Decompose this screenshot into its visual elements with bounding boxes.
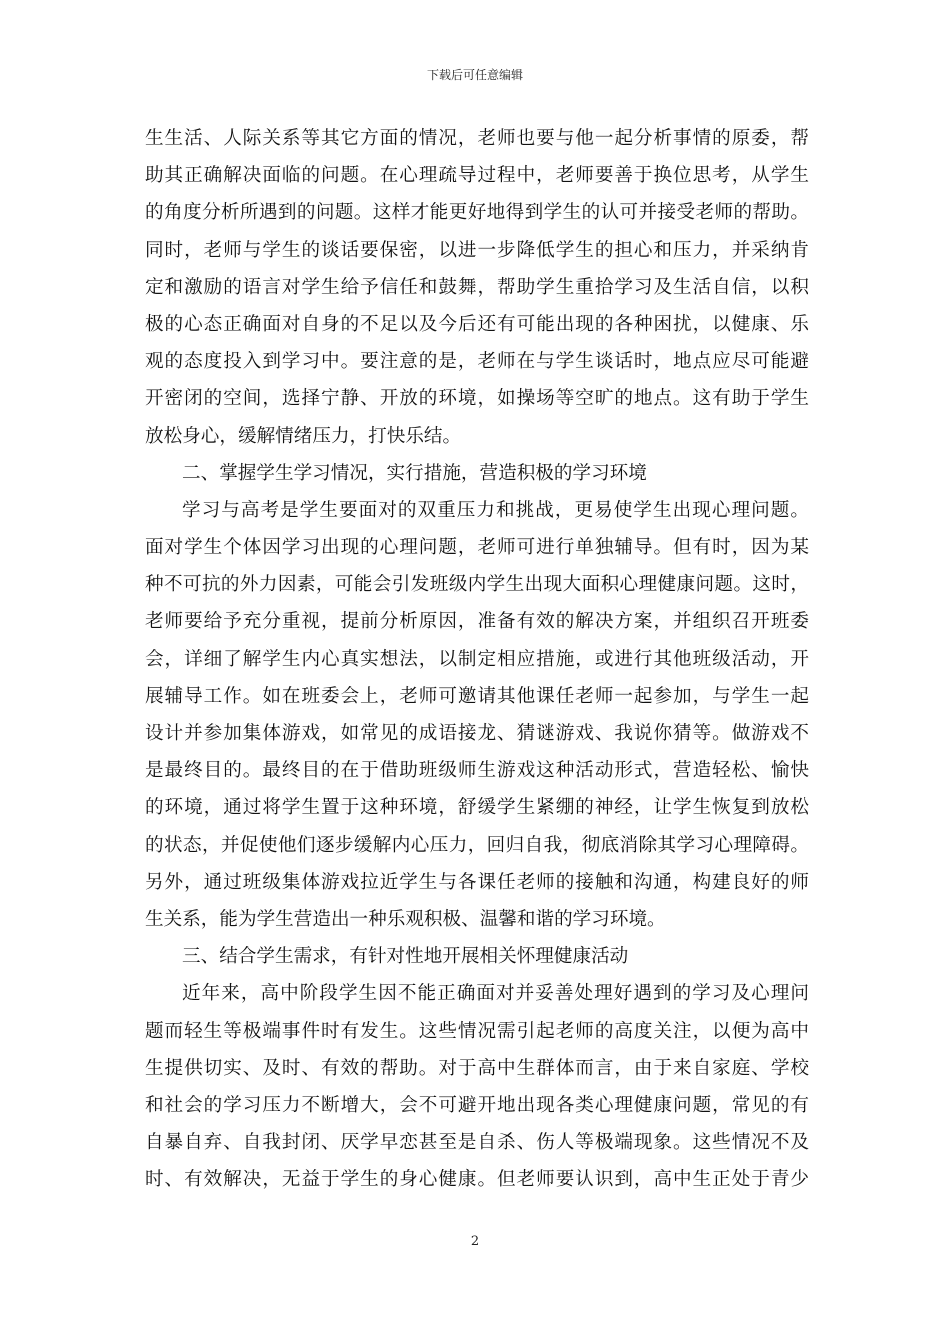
text-line: 时、有效解决，无益于学生的身心健康。但老师要认识到，高中生正处于青少 (145, 1169, 809, 1191)
text-line: 种不可抗的外力因素，可能会引发班级内学生出现大面积心理健康问题。这时， (145, 574, 809, 596)
text-line: 展辅导工作。如在班委会上，老师可邀请其他课任老师一起参加，与学生一起 (145, 685, 809, 707)
text-line: 的角度分析所遇到的问题。这样才能更好地得到学生的认可并接受老师的帮助。 (145, 202, 809, 224)
text-line: 的环境，通过将学生置于这种环境，舒缓学生紧绷的神经，让学生恢复到放松 (145, 797, 809, 819)
text-line: 同时，老师与学生的谈话要保密，以进一步降低学生的担心和压力，并采纳肯 (145, 239, 809, 261)
text-line: 面对学生个体因学习出现的心理问题，老师可进行单独辅导。但有时，因为某 (145, 537, 809, 559)
text-line: 会，详细了解学生内心真实想法，以制定相应措施，或进行其他班级活动，开 (145, 648, 809, 670)
text-line: 生提供切实、及时、有效的帮助。对于高中生群体而言，由于来自家庭、学校 (145, 1057, 809, 1079)
text-line: 老师要给予充分重视，提前分析原因，准备有效的解决方案，并组织召开班委 (145, 611, 809, 633)
heading-line: 三、结合学生需求，有针对性地开展相关怀理健康活动 (182, 946, 629, 968)
text-line: 生生活、人际关系等其它方面的情况，老师也要与他一起分析事情的原委，帮 (145, 128, 809, 149)
text-line: 题而轻生等极端事件时有发生。这些情况需引起老师的高度关注，以便为高中 (145, 1020, 809, 1042)
text-line: 放松身心，缓解情绪压力，打快乐结。 (145, 425, 462, 447)
page-header: 下载后可任意编辑 (426, 68, 523, 82)
text-line: 观的态度投入到学习中。要注意的是，老师在与学生谈话时，地点应尽可能避 (145, 351, 809, 373)
text-line: 助其正确解决面临的问题。在心理疏导过程中，老师要善于换位思考，从学生 (145, 165, 809, 187)
text-line: 极的心态正确面对自身的不足以及今后还有可能出现的各种困扰，以健康、乐 (145, 313, 809, 335)
text-line: 近年来，高中阶段学生因不能正确面对并妥善处理好遇到的学习及心理问 (182, 983, 809, 1005)
heading-line: 二、掌握学生学习情况，实行措施，营造积极的学习环境 (182, 462, 647, 484)
paragraph-1 (145, 120, 809, 455)
section-heading-2 (145, 455, 809, 492)
text-line: 的状态，并促使他们逐步缓解内心压力，回归自我，彻底消除其学习心理障碍。 (145, 834, 809, 856)
text-line: 设计并参加集体游戏，如常见的成语接龙、猜谜游戏、我说你猜等。做游戏不 (145, 723, 809, 744)
page-number: 2 (470, 1234, 480, 1249)
text-line: 是最终目的。最终目的在于借助班级师生游戏这种活动形式，营造轻松、愉快 (145, 760, 809, 782)
text-line: 另外，通过班级集体游戏拉近学生与各课任老师的接触和沟通，构建良好的师 (145, 871, 809, 893)
document-body (145, 120, 809, 1198)
text-line: 生关系，能为学生营造出一种乐观积极、温馨和谐的学习环境。 (145, 908, 666, 930)
section-heading-3 (145, 938, 809, 975)
text-line: 和社会的学习压力不断增大，会不可避开地出现各类心理健康问题，常见的有 (145, 1094, 809, 1116)
text-line: 开密闭的空间，选择宁静、开放的环境，如操场等空旷的地点。这有助于学生 (145, 388, 809, 410)
text-line: 定和激励的语言对学生给予信任和鼓舞，帮助学生重拾学习及生活自信，以积 (145, 276, 809, 298)
text-line: 自暴自弃、自我封闭、厌学早恋甚至是自杀、伤人等极端现象。这些情况不及 (145, 1132, 809, 1154)
text-line: 学习与高考是学生要面对的双重压力和挑战，更易使学生出现心理问题。 (182, 499, 809, 521)
paragraph-2 (145, 492, 809, 938)
paragraph-3 (145, 975, 809, 1198)
